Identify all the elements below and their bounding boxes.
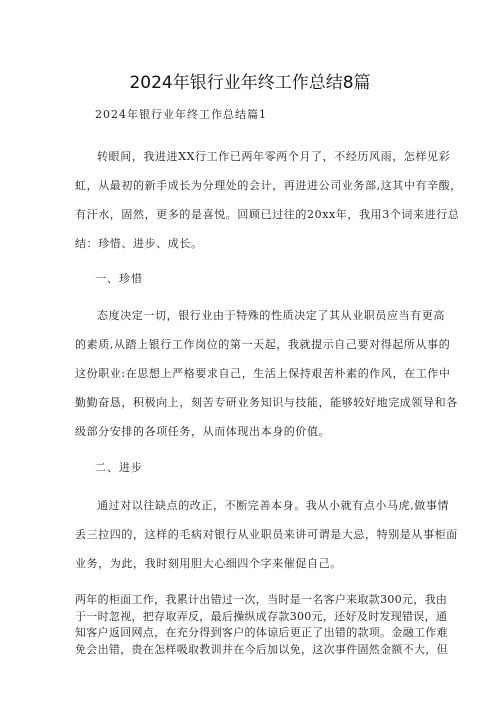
heading-progress: 二、进步: [95, 461, 143, 474]
paragraph-4: [75, 592, 448, 658]
paragraph-line: 有汗水，固然，更多的是喜悦。回顾已过往的20xx年，我用3个词来进行总: [75, 208, 460, 221]
paragraph-line: 转眼间，我进进XX行工作已两年零两个月了，不经历风雨，怎样见彩: [97, 150, 451, 163]
paragraph-line: 虹，从最初的新手成长为分理处的会计，再进进公司业务部,这其中有辛酸，: [75, 179, 462, 192]
paragraph-line: 级部分安排的各项任务，从而体现出本身的价值。: [75, 425, 331, 438]
paragraph-line: 丢三拉四的，这样的毛病对银行从业职员来讲可谓是大忌，特别是从事柜面: [75, 528, 458, 541]
paragraph-line: 的素质,从踏上银行工作岗位的第一天起，我就提示自己要对得起所从事的: [75, 338, 451, 351]
paragraph-line: 通过对以往缺点的改正，不断完善本身。我从小就有点小马虎,做事情: [97, 499, 450, 512]
paragraph-2: [75, 301, 458, 446]
document-title: 2024年银行业年终工作总结8篇: [129, 73, 371, 93]
paragraph-line: 免会出错，贵在怎样吸取教训并在今后加以免，这次事件固然金额不大，但: [75, 642, 448, 656]
paragraph-line: 于一时忽视，把存取弄反，最后操纵成存款300元，还好及时发现错误，通: [75, 609, 448, 623]
paragraph-line: 知客户返回网点，在充分得到客户的体谅后更正了出错的款项。金融工作难: [75, 626, 448, 639]
paragraph-line: 这份职业:在思想上严格要求自己，生活上保持艰苦朴素的作风，在工作中: [75, 367, 451, 380]
paragraph-3: [75, 491, 458, 578]
paragraph-line: 勤勤奋恳，积极向上，刻苦专研业务知识与技能，能够较好地完成领导和各: [75, 396, 458, 409]
paragraph-line: 两年的柜面工作，我累计出错过一次，当时是一名客户来取款300元，我由: [75, 593, 448, 606]
paragraph-line: 态度决定一切，银行业由于特殊的性质决定了其从业职员应当有更高: [97, 309, 445, 322]
paragraph-line: 业务，为此，我时刻用胆大心细四个字来催促自己。: [75, 557, 342, 570]
paragraph-1: [75, 142, 462, 258]
paragraph-line: 结：珍惜、进步、成长。: [75, 237, 203, 250]
heading-cherish: 一、珍惜: [95, 272, 143, 285]
section-subtitle: 2024年银行业年终工作总结篇1: [95, 108, 267, 121]
